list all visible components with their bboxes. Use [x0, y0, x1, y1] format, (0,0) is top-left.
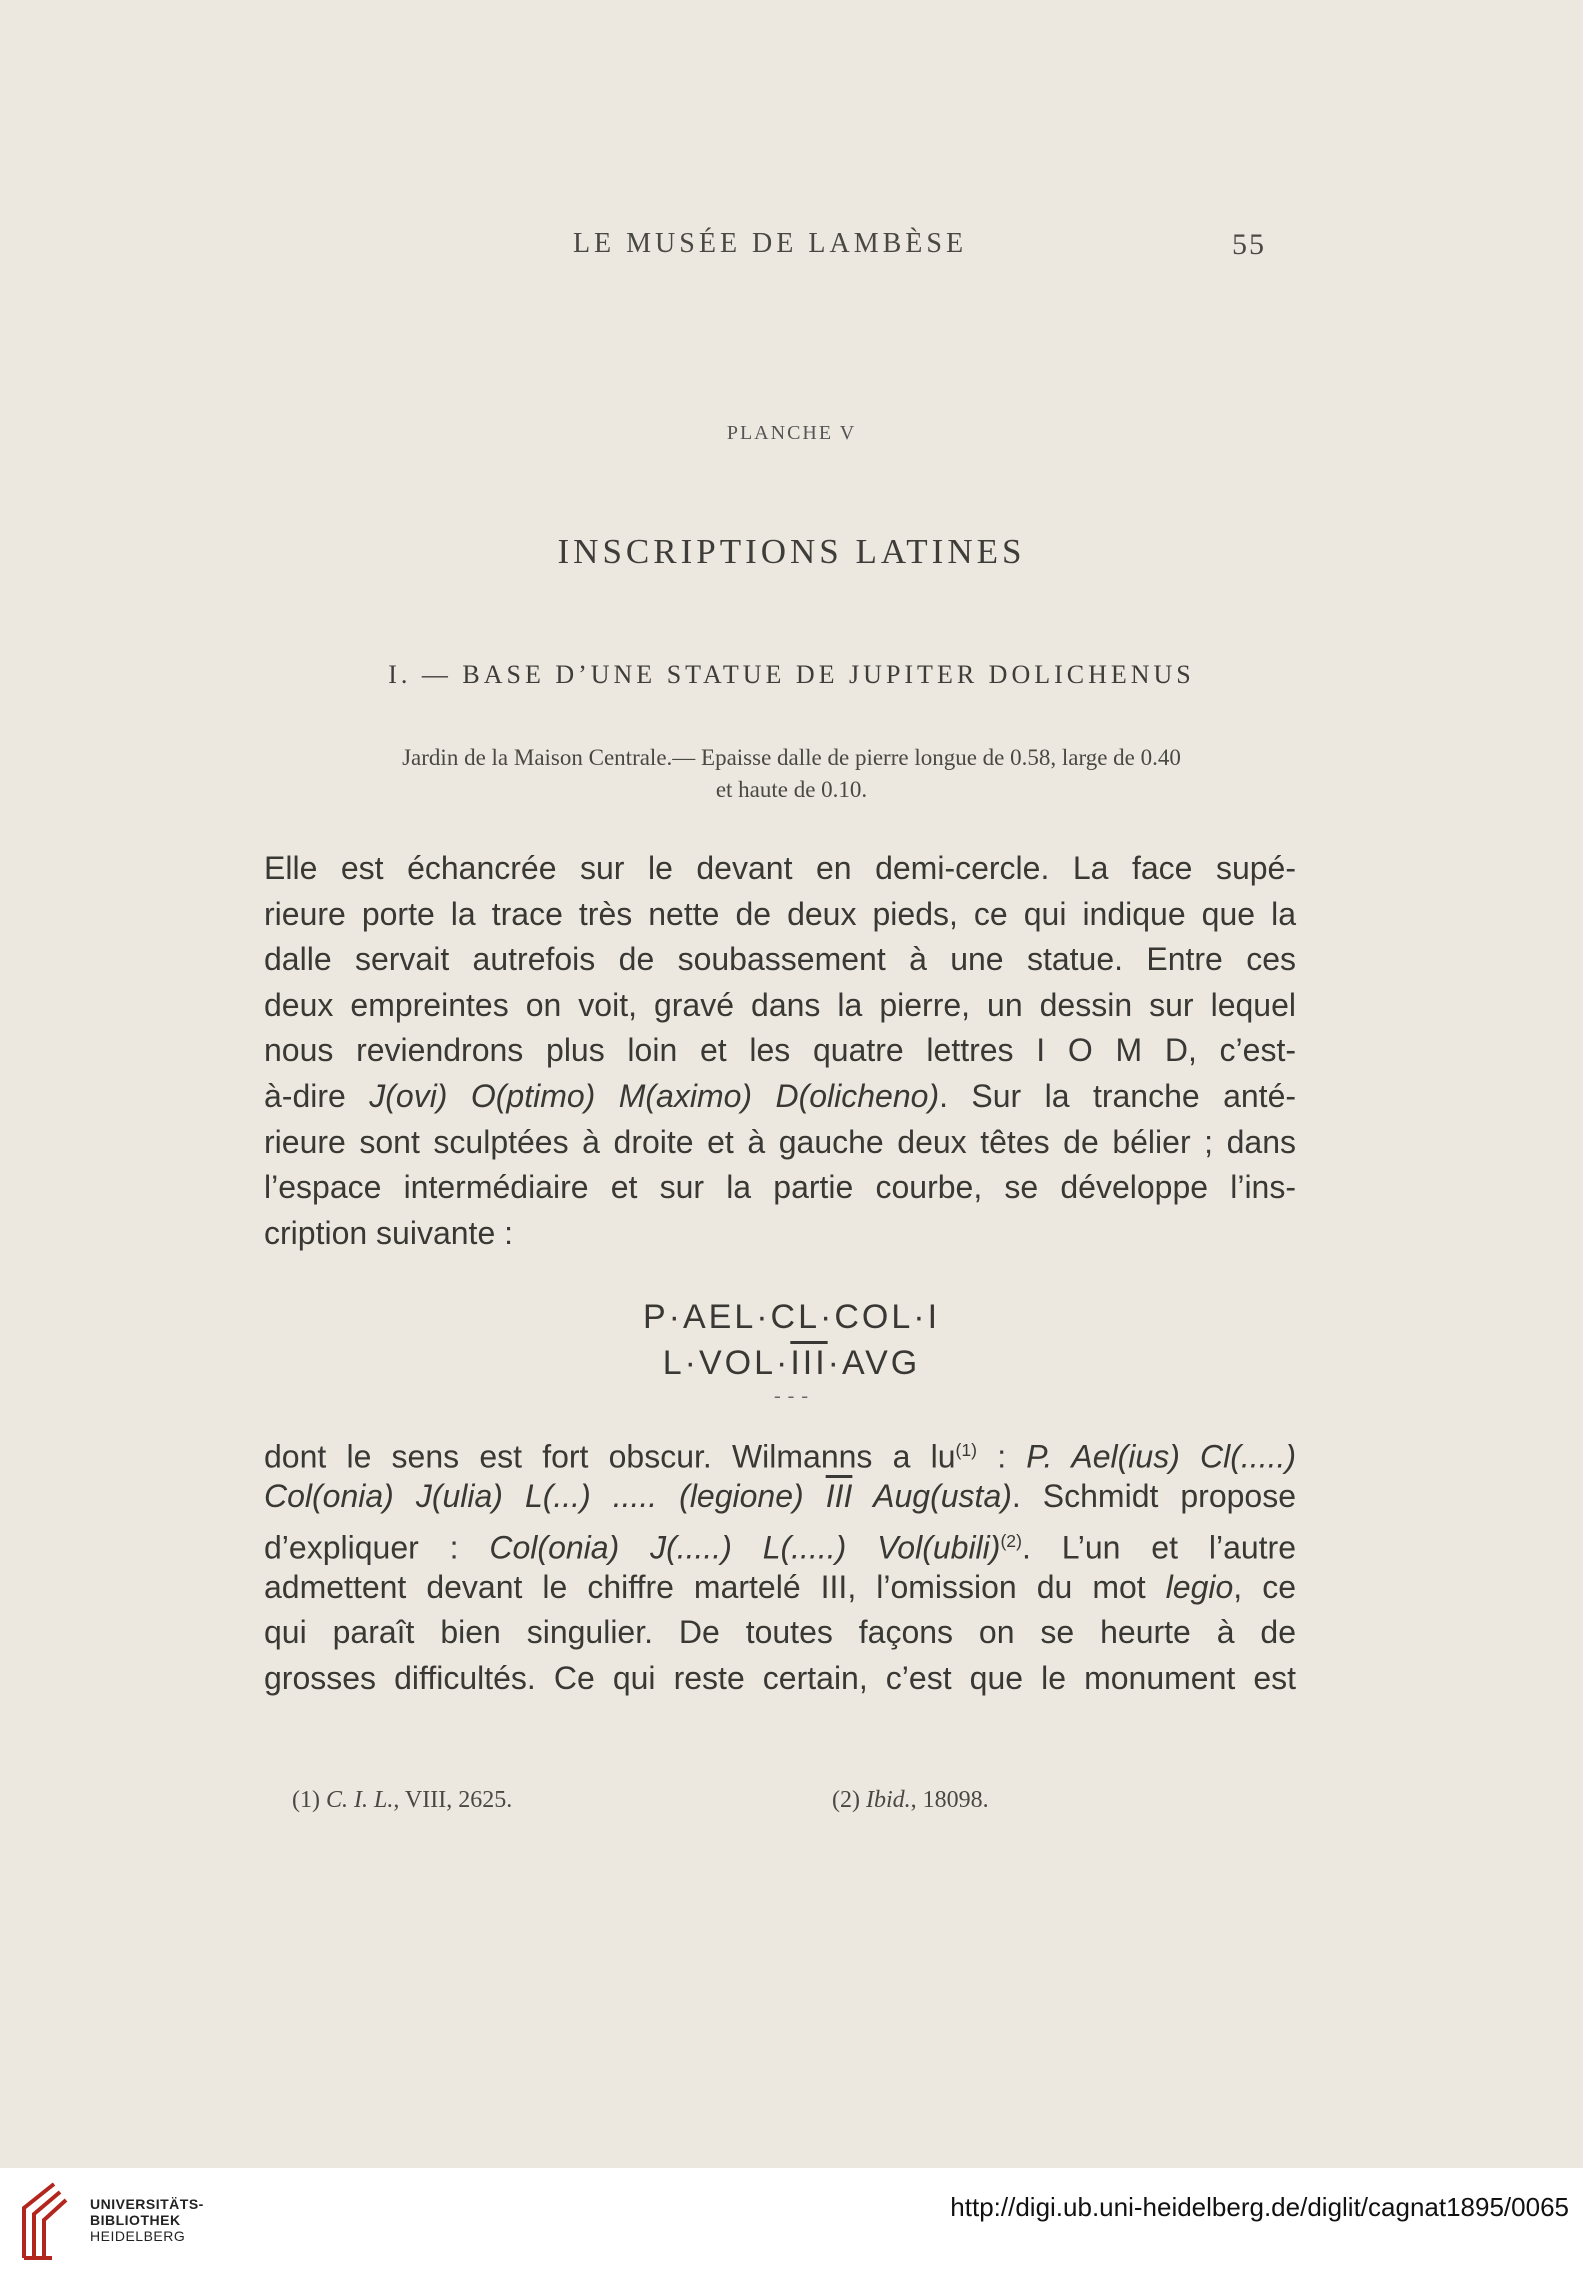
- library-logo-icon: [14, 2178, 84, 2266]
- text-line: [264, 1474, 1296, 1520]
- inscription-dashes: - - -: [774, 1385, 809, 1407]
- text-run: . L’un et l’autre: [1021, 1529, 1297, 1566]
- text-line: l’espace intermédiaire et sur la partie courbe, se développe l’ins-: [264, 1169, 1296, 1206]
- logo-line: HEIDELBERG: [90, 2228, 186, 2244]
- text-run: admettent devant le chiffre martelé III, l’omission du mot: [264, 1568, 1166, 1605]
- footnote-source: C. I. L.: [325, 1787, 394, 1813]
- footnote-1: [292, 1787, 512, 1814]
- library-logo-text[interactable]: [90, 2196, 204, 2244]
- italic-numeral: $\overline{III}$: [825, 1477, 853, 1514]
- footnote-number: (1): [292, 1787, 326, 1813]
- text-run: à-dire: [264, 1077, 370, 1114]
- subsection-title: I. — BASE D’UNE STATUE DE JUPITER DOLICHENUS: [388, 660, 1195, 689]
- text-line: [264, 1519, 1296, 1565]
- logo-line: BIBLIOTHEK: [90, 2212, 181, 2228]
- footnote-source: Ibid.: [865, 1787, 911, 1813]
- inscription-run: L·VOL·: [662, 1344, 791, 1382]
- text-run: :: [977, 1438, 1027, 1475]
- text-run: dont le sens est fort obscur. Wilmanns a lu: [264, 1438, 956, 1475]
- italic-run: legio: [1165, 1568, 1234, 1605]
- text-line: qui paraît bien singulier. De toutes façons on se heurte à de: [264, 1614, 1296, 1651]
- text-line: [264, 1428, 1296, 1474]
- text-line: [264, 1074, 1296, 1120]
- inscription-line-1: P·AEL·CL·COL·I: [642, 1298, 941, 1336]
- text-line: rieure porte la trace très nette de deux pieds, ce qui indique que la: [264, 895, 1296, 932]
- section-title: INSCRIPTIONS LATINES: [557, 532, 1026, 571]
- location-line: Jardin de la Maison Centrale.— Epaisse dalle de pierre longue de 0.58, large de 0.40: [402, 745, 1181, 770]
- running-title: LE MUSÉE DE LAMBÈSE: [572, 228, 968, 259]
- italic-run: Aug(usta): [852, 1477, 1012, 1514]
- location-caption: [300, 742, 1283, 806]
- text-line: cription suivante :: [264, 1214, 514, 1251]
- italic-run: Col(onia) J(.....) L(.....) Vol(ubili): [489, 1529, 1001, 1566]
- footnote-ref: (2): [1000, 1531, 1022, 1552]
- text-run: . Sur la tranche anté-: [939, 1077, 1297, 1114]
- text-line: deux empreintes on voit, gravé dans la pierre, un dessin sur lequel: [264, 986, 1296, 1023]
- footnote-ref: (1): [955, 1440, 978, 1460]
- paragraph-2: [264, 1428, 1296, 1702]
- text-run: . Schmidt propose: [1011, 1477, 1297, 1514]
- source-url-link[interactable]: http://digi.ub.uni-heidelberg.de/diglit/cagnat1895/0065: [950, 2192, 1569, 2222]
- text-line: dalle servait autrefois de soubassement à une statue. Entre ces: [264, 941, 1296, 978]
- footnote-ref-text: , 18098.: [910, 1787, 989, 1813]
- text-line: [264, 1565, 1296, 1611]
- italic-run: Col(onia) J(ulia) L(...) ..... (legione): [264, 1477, 826, 1514]
- footnote-2: [832, 1787, 989, 1814]
- footnote-ref-text: , VIII, 2625.: [393, 1787, 513, 1813]
- inscription-line-2: [0, 1344, 1583, 1383]
- italic-expansion: J(ovi) O(ptimo) M(aximo) D(olicheno): [369, 1077, 940, 1114]
- text-run: , ce: [1233, 1568, 1296, 1605]
- text-line: rieure sont sculptées à droite et à gauche deux têtes de bélier ; dans: [264, 1123, 1296, 1160]
- italic-run: P. Ael(ius) Cl(.....): [1026, 1438, 1297, 1475]
- logo-line: UNIVERSITÄTS-: [90, 2196, 204, 2212]
- text-line: grosses difficultés. Ce qui reste certain, c’est que le monument est: [264, 1659, 1296, 1696]
- plate-label: PLANCHE V: [726, 422, 857, 444]
- page-number: 55: [1232, 228, 1266, 261]
- text-run: d’expliquer :: [264, 1529, 490, 1566]
- location-line: et haute de 0.10.: [715, 777, 868, 802]
- paragraph-1: [264, 846, 1296, 1256]
- footer-bar: [0, 2168, 1583, 2288]
- text-line: nous reviendrons plus loin et les quatre lettres I O M D, c’est-: [264, 1032, 1296, 1069]
- text-line: Elle est échancrée sur le devant en demi-cercle. La face supé-: [264, 850, 1296, 886]
- footnote-number: (2): [832, 1787, 866, 1813]
- inscription-run: ·AVG: [827, 1344, 921, 1382]
- inscription-numeral: $\overline{III}$: [790, 1344, 828, 1382]
